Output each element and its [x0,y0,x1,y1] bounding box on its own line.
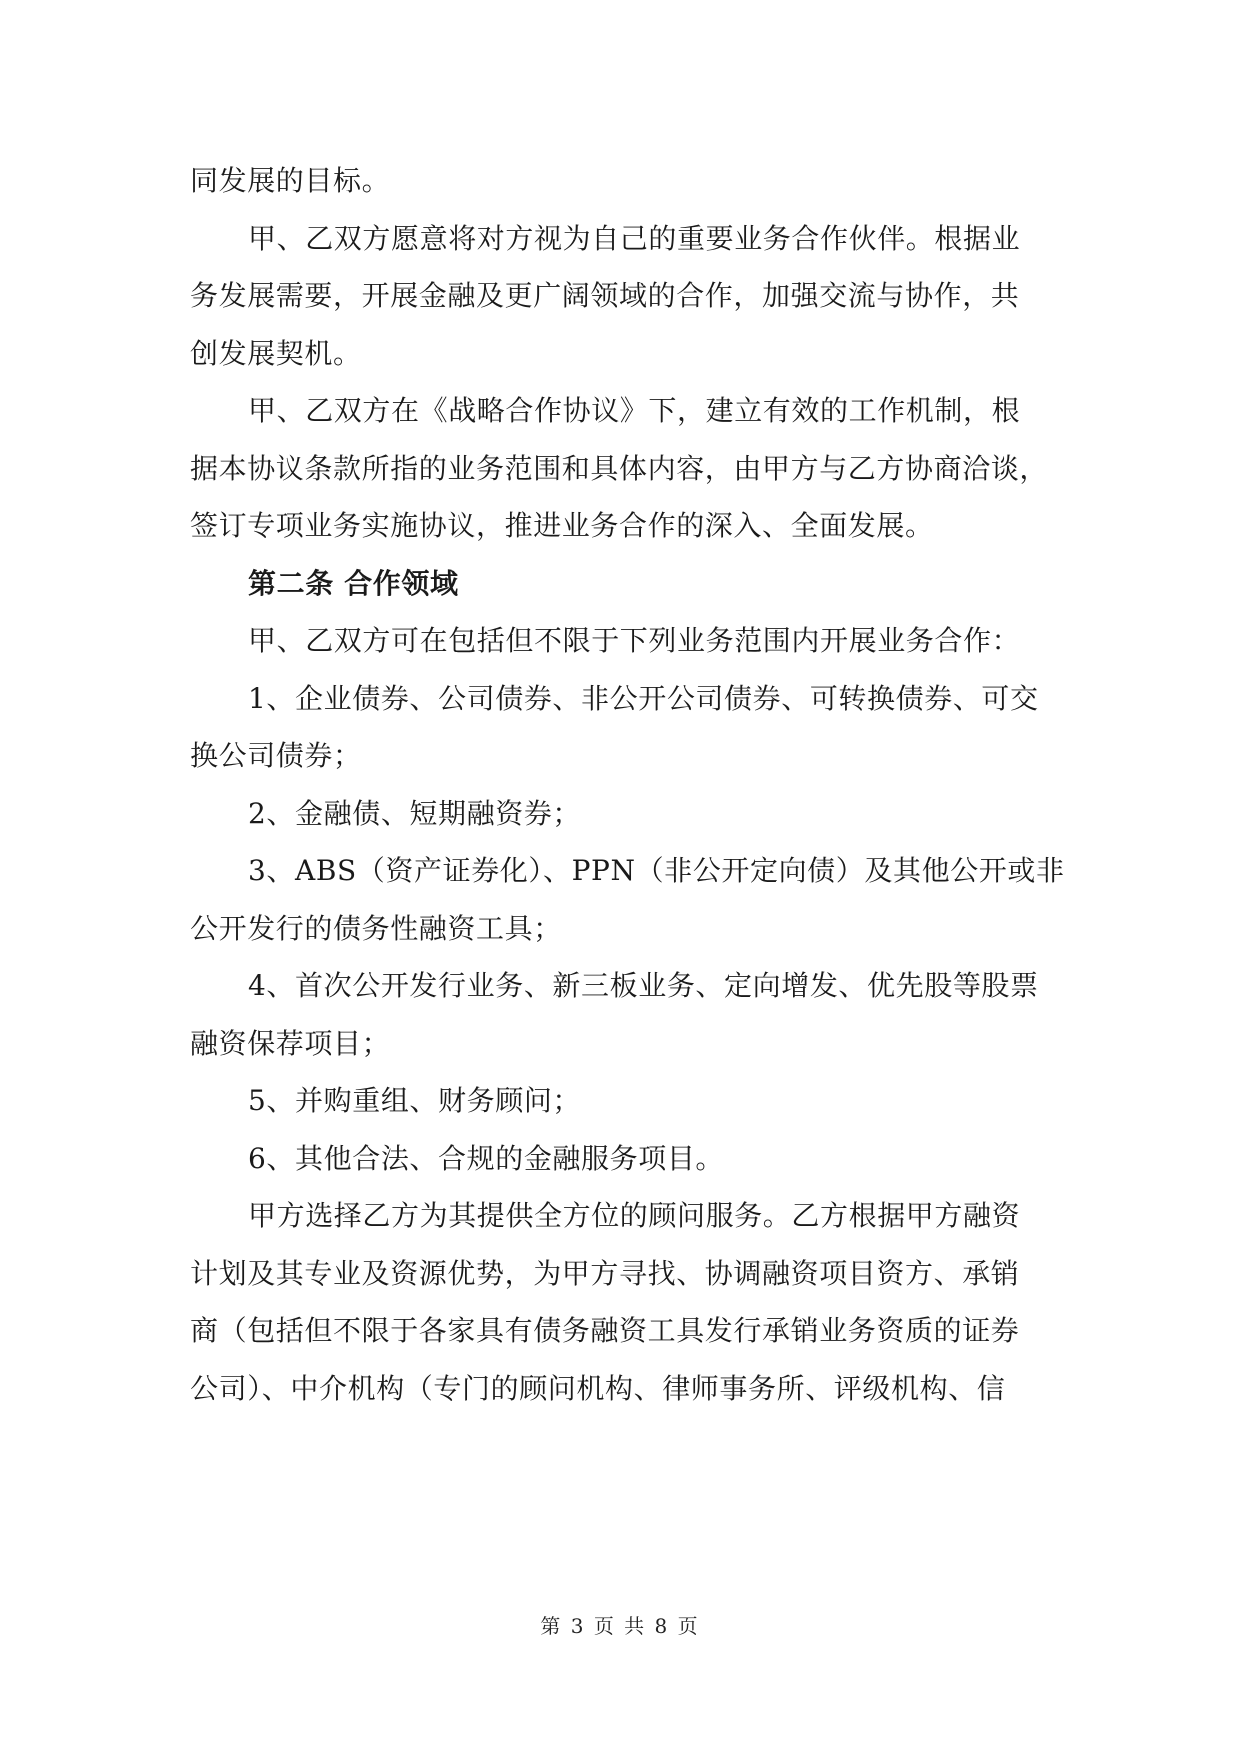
page-number-footer: 第 3 页 共 8 页 [540,1614,700,1638]
list-item-4: 4、首次公开发行业务、新三板业务、定向增发、优先股等股票 [248,969,1039,1002]
text-line: 同发展的目标。 [190,164,391,197]
list-item-6: 6、其他合法、合规的金融服务项目。 [248,1142,725,1175]
text-line: 商（包括但不限于各家具有债务融资工具发行承销业务资质的证券 [190,1314,1020,1347]
paragraph-first-line: 甲方选择乙方为其提供全方位的顾问服务。乙方根据甲方融资 [248,1199,1021,1232]
list-item-2: 2、金融债、短期融资券； [248,797,582,830]
list-item-3: 3、ABS（资产证券化）、PPN（非公开定向债）及其他公开或非 [248,854,1065,887]
text-line: 公司）、中介机构（专门的顾问机构、律师事务所、评级机构、信 [190,1372,1006,1405]
text-line: 签订专项业务实施协议，推进业务合作的深入、全面发展。 [190,509,934,542]
text-line: 融资保荐项目； [190,1027,391,1060]
text-line: 据本协议条款所指的业务范围和具体内容，由甲方与乙方协商洽谈， [190,452,1049,485]
text-line: 公开发行的债务性融资工具； [190,912,562,945]
paragraph-first-line: 甲、乙双方可在包括但不限于下列业务范围内开展业务合作： [248,624,1021,657]
text-line: 务发展需要，开展金融及更广阔领域的合作，加强交流与协作，共 [190,279,1020,312]
list-item-1: 1、企业债券、公司债券、非公开公司债券、可转换债券、可交 [248,682,1039,715]
paragraph-first-line: 甲、乙双方愿意将对方视为自己的重要业务合作伙伴。根据业 [248,222,1021,255]
list-item-5: 5、并购重组、财务顾问； [248,1084,582,1117]
text-line: 计划及其专业及资源优势，为甲方寻找、协调融资项目资方、承销 [190,1257,1020,1290]
text-line: 换公司债券； [190,739,362,772]
section-heading: 第二条 合作领域 [248,567,459,600]
text-line: 创发展契机。 [190,337,362,370]
paragraph-first-line: 甲、乙双方在《战略合作协议》下，建立有效的工作机制，根 [248,394,1021,427]
